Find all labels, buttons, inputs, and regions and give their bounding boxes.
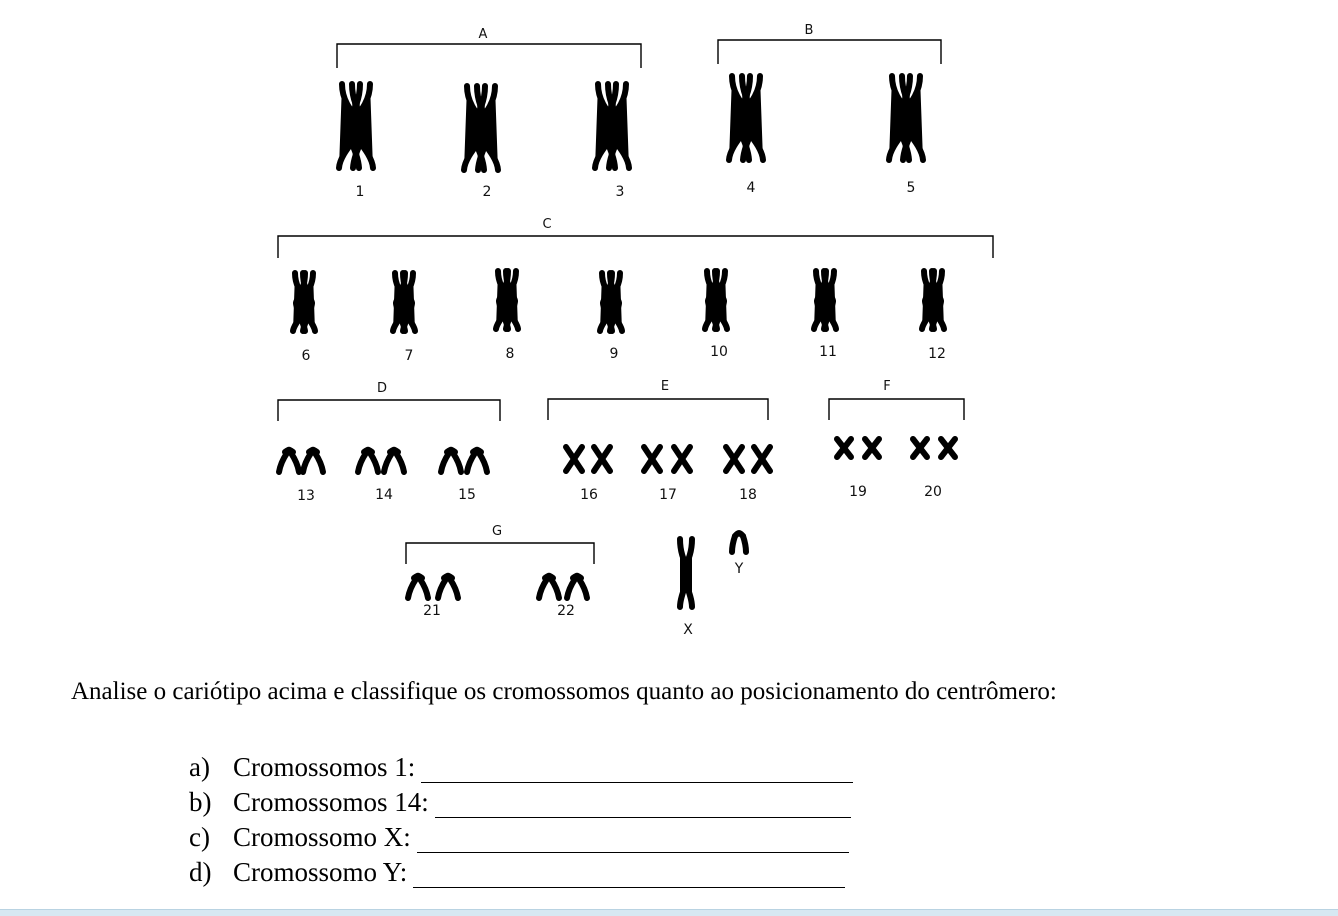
question-d-letter: d) <box>189 857 212 887</box>
chromosome-label-12: 12 <box>928 346 946 362</box>
chromosome-5 <box>889 76 923 160</box>
chromosome-16 <box>566 447 610 471</box>
chromosome-label-11: 11 <box>819 344 837 360</box>
answer-blank-c[interactable] <box>417 826 849 853</box>
group-label-f: F <box>883 379 891 394</box>
bracket-d <box>278 400 500 421</box>
chromosome-x <box>680 539 692 607</box>
sex-chromosomes <box>680 533 746 638</box>
group-label-b: B <box>804 23 814 38</box>
question-d <box>189 853 853 888</box>
chromosome-7 <box>393 273 415 331</box>
chromosome-label-18: 18 <box>739 487 757 503</box>
chromosome-20 <box>913 439 955 457</box>
group-label-d: D <box>376 381 388 396</box>
chromosome-18 <box>726 447 770 471</box>
group-a <box>337 27 641 200</box>
chromosome-4 <box>729 76 763 160</box>
chromosome-10 <box>705 271 727 329</box>
bracket-g <box>406 543 594 564</box>
chromosome-14 <box>358 450 404 472</box>
chromosome-label-16: 16 <box>580 487 598 503</box>
question-list <box>189 748 853 888</box>
chromosome-6 <box>293 273 315 331</box>
question-a-letter: a) <box>189 752 210 782</box>
bracket-c <box>278 236 993 258</box>
bracket-b <box>718 40 941 64</box>
chromosome-label-8: 8 <box>505 346 515 362</box>
chromosome-19 <box>837 439 879 457</box>
question-a-text: Cromossomos 1: <box>233 752 416 782</box>
chromosome-9 <box>600 273 622 331</box>
chromosome-label-1: 1 <box>355 184 365 200</box>
chromosome-15 <box>441 450 487 472</box>
chromosome-label-4: 4 <box>746 180 756 196</box>
chromosome-label-7: 7 <box>404 348 414 364</box>
group-b <box>718 23 941 196</box>
group-e <box>548 379 770 503</box>
group-f <box>829 379 964 500</box>
window-bottom-bar <box>0 909 1338 916</box>
chromosome-label-6: 6 <box>301 348 311 364</box>
question-b-letter: b) <box>189 787 212 817</box>
question-d-text: Cromossomo Y: <box>233 857 408 887</box>
chromosome-label-17: 17 <box>659 487 677 503</box>
question-prompt: Analise o cariótipo acima e classifique os cromossomos quanto ao posicionamento do centrômero: <box>71 678 1057 705</box>
chromosome-13 <box>279 450 323 472</box>
answer-blank-d[interactable] <box>413 861 845 888</box>
chromosome-label-15: 15 <box>458 487 476 503</box>
group-label-g: G <box>491 524 503 539</box>
chromosome-label-5: 5 <box>906 180 916 196</box>
group-label-a: A <box>478 27 488 42</box>
question-c-letter: c) <box>189 822 210 852</box>
chromosome-y <box>732 533 746 552</box>
chromosome-label-22: 22 <box>557 603 575 619</box>
chromosome-17 <box>644 447 690 471</box>
chromosome-label-3: 3 <box>615 184 625 200</box>
chromosome-12 <box>922 271 944 329</box>
group-label-c: C <box>542 217 552 232</box>
chromosome-label-2: 2 <box>482 184 492 200</box>
chromosome-11 <box>814 271 836 329</box>
question-b-text: Cromossomos 14: <box>233 787 429 817</box>
chromosome-22 <box>539 576 587 598</box>
chromosome-label-19: 19 <box>849 484 867 500</box>
chromosome-1 <box>339 84 373 168</box>
answer-blank-a[interactable] <box>421 756 853 783</box>
group-label-e: E <box>660 379 670 394</box>
chromosome-label-x: X <box>683 622 693 638</box>
bracket-e <box>548 399 768 420</box>
chromosome-label-13: 13 <box>297 488 315 504</box>
group-c <box>278 217 993 364</box>
bracket-f <box>829 399 964 420</box>
bracket-a <box>337 44 641 68</box>
chromosome-label-21: 21 <box>423 603 441 619</box>
chromosome-21 <box>408 576 458 598</box>
question-c-text: Cromossomo X: <box>233 822 411 852</box>
question-a <box>189 748 853 783</box>
chromosome-label-10: 10 <box>710 344 728 360</box>
chromosome-label-y: Y <box>734 561 744 577</box>
chromosome-label-9: 9 <box>609 346 619 362</box>
answer-blank-b[interactable] <box>435 791 851 818</box>
group-g <box>406 524 594 619</box>
chromosome-2 <box>464 86 498 170</box>
chromosome-8 <box>496 271 518 329</box>
chromosome-label-14: 14 <box>375 487 393 503</box>
chromosome-label-20: 20 <box>924 484 942 500</box>
question-c <box>189 818 853 853</box>
chromosome-3 <box>595 84 629 168</box>
group-d <box>278 381 500 504</box>
question-b <box>189 783 853 818</box>
